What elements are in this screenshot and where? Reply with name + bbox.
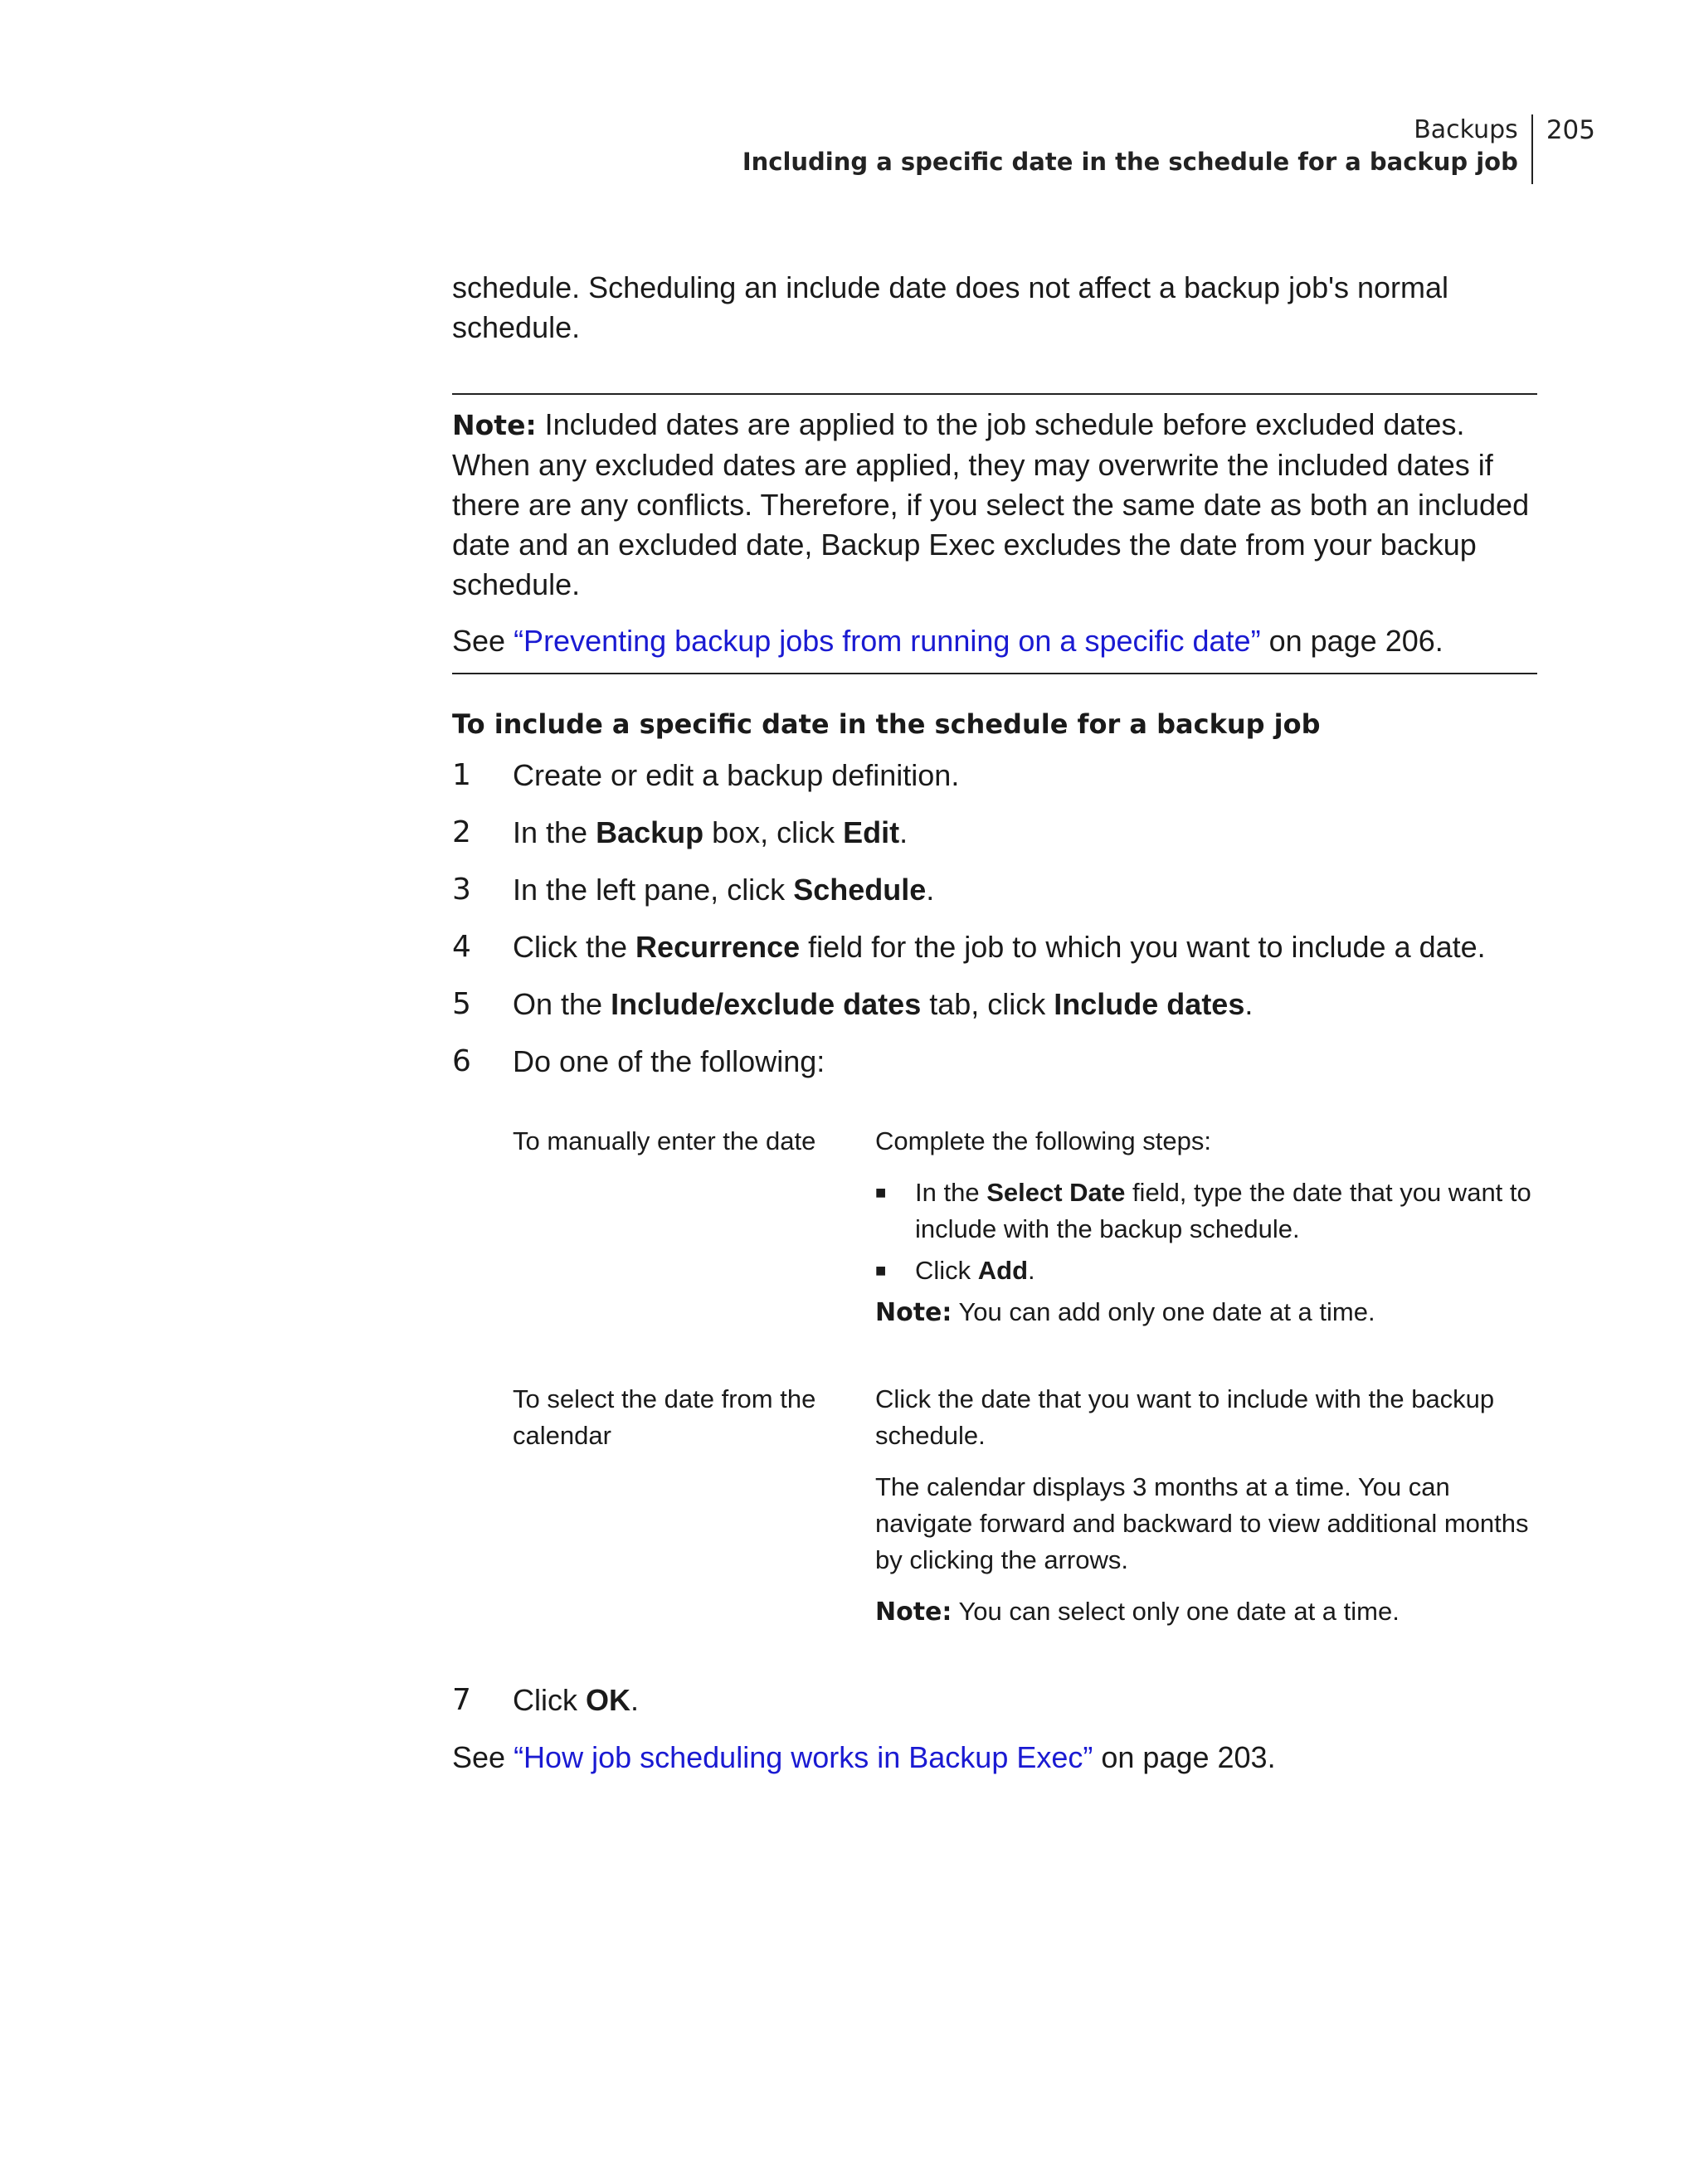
ui-term-include-exclude-dates: Include/exclude dates (611, 987, 922, 1021)
note-label: Note: (875, 1298, 952, 1327)
see-prefix: See (452, 1740, 514, 1774)
step-text-part: In the (513, 815, 596, 849)
bullet-text-part: In the (915, 1178, 987, 1207)
step-text-part: Do one of the following: (513, 1044, 825, 1078)
steps-list-continued (452, 1681, 1537, 1720)
step-text-part: box, click (703, 815, 844, 849)
step-text-part: In the left pane, click (513, 873, 794, 907)
step-text (513, 870, 934, 910)
page-body (452, 268, 1537, 1778)
note-label: Note: (452, 409, 537, 441)
step-text-part: . (926, 873, 935, 907)
see-also-job-scheduling (452, 1738, 1537, 1778)
step-number: 3 (452, 873, 471, 907)
step-text (513, 1681, 639, 1720)
bullet-item (875, 1253, 1537, 1289)
step-text-part: tab, click (921, 987, 1054, 1021)
calendar-paragraph-1: Click the date that you want to include with the backup schedule. (875, 1384, 1495, 1450)
square-bullet-icon: ■ (875, 1260, 887, 1281)
option-description (875, 1123, 1537, 1346)
square-bullet-icon: ■ (875, 1182, 887, 1203)
calendar-note (875, 1593, 1537, 1631)
manual-note (875, 1294, 1537, 1331)
step-text (513, 756, 959, 795)
see-suffix: on page 206. (1260, 624, 1443, 658)
see-also-preventing (452, 621, 1537, 661)
step-number: 2 (452, 815, 471, 849)
ui-term-ok: OK (586, 1683, 630, 1717)
step-text (513, 985, 1253, 1024)
step-1 (452, 756, 1537, 795)
bullet-text-part: field, type the date that you want to include with the backup schedule. (915, 1178, 1531, 1243)
ui-term-add: Add (977, 1256, 1029, 1285)
step-text-part: . (899, 815, 908, 849)
calendar-paragraph-2: The calendar displays 3 months at a time. You can navigate forward and backward to view additional months by clicking the arrows. (875, 1472, 1529, 1574)
ui-term-backup: Backup (596, 815, 704, 849)
steps-list (452, 756, 1537, 1082)
running-header (742, 114, 1595, 184)
header-title: Including a specific date in the schedule for a backup job (742, 148, 1518, 176)
header-section: Backups (1414, 115, 1518, 144)
option-description (875, 1381, 1537, 1646)
see-suffix: on page 203. (1093, 1740, 1276, 1774)
ui-term-recurrence: Recurrence (635, 930, 801, 964)
note-paragraph (452, 405, 1537, 605)
step-number: 6 (452, 1044, 471, 1078)
step-3 (452, 870, 1537, 910)
ui-term-edit: Edit (843, 815, 900, 849)
link-preventing-backup-jobs[interactable]: “Preventing backup jobs from running on a specific date” (514, 624, 1261, 658)
ui-term-include-dates: Include dates (1054, 987, 1245, 1021)
note-box (452, 393, 1537, 674)
step-text-part: . (630, 1683, 640, 1717)
note-text: Included dates are applied to the job schedule before excluded dates. When any excluded dates are applied, they may overwrite the included dates if there are any conflicts. Therefore, if you select the same date as both an included date and an excluded date, Backup Exec excludes the date from your backup schedule. (452, 407, 1530, 601)
options-table (513, 1123, 1537, 1646)
step-text-part: field for the job to which you want to include a date. (800, 930, 1486, 964)
bullet-text-part: Click (915, 1256, 978, 1285)
step-7 (452, 1681, 1537, 1720)
step-text-part: Click (513, 1683, 586, 1717)
step-text-part: Create or edit a backup definition. (513, 758, 960, 792)
step-text-part: On the (513, 987, 611, 1021)
step-4 (452, 927, 1537, 967)
step-number: 5 (452, 987, 471, 1021)
option-calendar (513, 1381, 1537, 1646)
link-how-job-scheduling-works[interactable]: “How job scheduling works in Backup Exec” (514, 1740, 1093, 1774)
see-prefix: See (452, 624, 514, 658)
option-manual (513, 1123, 1537, 1346)
bullet-text (915, 1253, 1035, 1289)
step-6 (452, 1042, 1537, 1082)
bullet-text (915, 1175, 1537, 1248)
intro-paragraph: schedule. Scheduling an include date does not affect a backup job's normal schedule. (452, 270, 1449, 344)
note-text: You can add only one date at a time. (952, 1297, 1375, 1326)
ui-term-select-date: Select Date (986, 1178, 1126, 1207)
option-label: To manually enter the date (513, 1126, 816, 1155)
step-number: 4 (452, 930, 471, 964)
step-number: 7 (452, 1683, 471, 1717)
bullet-text-part: . (1028, 1256, 1035, 1285)
step-text-part: Click the (513, 930, 636, 964)
procedure-heading: To include a specific date in the schedule for a backup job (452, 708, 1321, 740)
option-label: To select the date from the calendar (513, 1384, 816, 1450)
header-text-block (742, 114, 1533, 184)
step-2 (452, 813, 1537, 853)
bullet-item (875, 1175, 1537, 1248)
note-text: You can select only one date at a time. (952, 1597, 1400, 1626)
step-text-part: . (1244, 987, 1254, 1021)
step-text (513, 1042, 825, 1082)
bullet-list (875, 1175, 1537, 1289)
page-number: 205 (1546, 115, 1595, 145)
ui-term-schedule: Schedule (793, 873, 927, 907)
step-text (513, 927, 1486, 967)
step-number: 1 (452, 758, 471, 792)
step-5 (452, 985, 1537, 1024)
option-intro: Complete the following steps: (875, 1126, 1211, 1155)
step-text (513, 813, 908, 853)
note-label: Note: (875, 1598, 952, 1627)
